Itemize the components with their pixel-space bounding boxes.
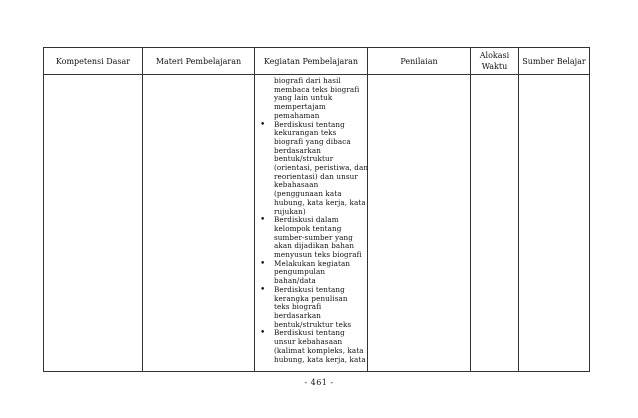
kegiatan-item — [259, 286, 363, 330]
kegiatan-line: unsur kebahasaan — [274, 337, 343, 347]
kegiatan-line: (kalimat kompleks, kata — [274, 345, 364, 355]
kegiatan-line: pengumpulan — [274, 267, 326, 277]
kegiatan-line: kebahasaan — [274, 180, 319, 190]
kegiatan-item — [259, 328, 366, 364]
kegiatan-line: sumber-sumber yang — [274, 232, 353, 242]
header-materi-pembelajaran: Materi Pembelajaran — [143, 48, 255, 75]
kegiatan-line: • Berdiskusi tentang — [274, 119, 345, 129]
kegiatan-line: kekurangan teks — [274, 128, 337, 138]
header-alokasi-line-2: Waktu — [481, 62, 508, 71]
cell-kegiatan-pembelajaran — [255, 75, 368, 372]
kegiatan-line: berdasarkan — [274, 310, 321, 320]
kegiatan-line: hubung, kata kerja, kata — [274, 354, 366, 364]
kegiatan-line: berdasarkan — [274, 145, 321, 155]
kegiatan-line: reorientasi) dan unsur — [274, 171, 358, 181]
kegiatan-line: membaca teks biografi — [274, 84, 360, 94]
kegiatan-item — [259, 216, 363, 260]
header-sumber-belajar: Sumber Belajar — [519, 48, 590, 75]
table-row — [44, 75, 590, 372]
header-alokasi-line-1: Alokasi — [479, 51, 510, 60]
kegiatan-line: pemahaman — [274, 110, 320, 120]
kegiatan-line: • Berdiskusi dalam — [274, 215, 339, 225]
kegiatan-line: biografi dari hasil — [274, 76, 341, 85]
header-kegiatan-pembelajaran: Kegiatan Pembelajaran — [255, 48, 368, 75]
kegiatan-line: (penggunaan kata — [274, 189, 342, 199]
kegiatan-line: akan dijadikan bahan — [274, 241, 355, 251]
header-alokasi-waktu — [471, 48, 519, 75]
cell-materi-pembelajaran — [143, 75, 255, 372]
kegiatan-line: kerangka penulisan — [274, 293, 348, 303]
kegiatan-item — [259, 260, 363, 286]
kegiatan-line: • Melakukan kegiatan — [274, 258, 351, 268]
kegiatan-item — [259, 119, 369, 217]
kegiatan-line: bentuk/struktur teks — [274, 319, 352, 329]
table-header-row — [44, 48, 590, 75]
cell-kompetensi-dasar — [44, 75, 143, 372]
kegiatan-list — [259, 76, 369, 364]
kegiatan-line: hubung, kata kerja, kata — [274, 197, 366, 207]
kegiatan-item — [259, 77, 363, 121]
kegiatan-line: menyusun teks biografi — [274, 250, 362, 260]
kegiatan-line: bahan/data — [274, 276, 316, 286]
cell-sumber-belajar — [519, 75, 590, 372]
header-kompetensi-dasar: Kompetensi Dasar — [44, 48, 143, 75]
kegiatan-line: bentuk/struktur — [274, 154, 334, 164]
kegiatan-line: rujukan) — [274, 206, 306, 216]
curriculum-table — [43, 47, 590, 372]
page-number: - 461 - — [304, 378, 334, 387]
kegiatan-line: (orientasi, peristiwa, dan — [274, 163, 369, 173]
header-penilaian: Penilaian — [368, 48, 471, 75]
kegiatan-line: teks biografi — [274, 302, 322, 312]
kegiatan-line: • Berdiskusi tentang — [274, 284, 345, 294]
kegiatan-line: kelompok tentang — [274, 223, 342, 233]
kegiatan-line: • Berdiskusi tentang — [274, 328, 345, 338]
cell-alokasi-waktu — [471, 75, 519, 372]
cell-penilaian — [368, 75, 471, 372]
kegiatan-line: mempertajam — [274, 102, 326, 112]
kegiatan-line: yang lain untuk — [274, 93, 333, 103]
kegiatan-line: biografi yang dibaca — [274, 136, 351, 146]
